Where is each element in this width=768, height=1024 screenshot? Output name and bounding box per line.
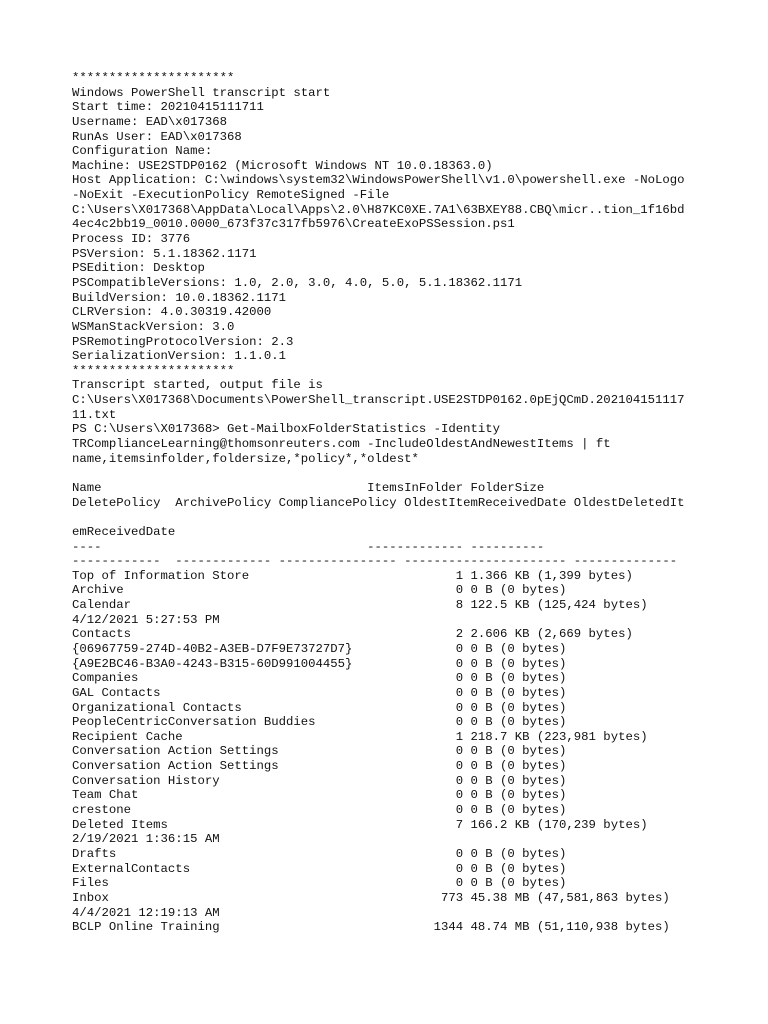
transcript-line: Name ItemsInFolder FolderSize: [72, 480, 545, 495]
transcript-line: Contacts 2 2.606 KB (2,669 bytes): [72, 627, 633, 642]
transcript-line: {06967759-274D-40B2-A3EB-D7F9E73727D7} 0 0 B (0 bytes): [72, 641, 567, 656]
transcript-line: Calendar 8 122.5 KB (125,424 bytes): [72, 598, 648, 613]
transcript-line: BuildVersion: 10.0.18362.1171: [72, 290, 287, 305]
transcript-line: C:\Users\X017368\AppData\Local\Apps\2.0\H87KC0XE.7A1\63BXEY88.CBQ\micr..tion_1f16bd: [72, 202, 685, 217]
transcript-line: PSRemotingProtocolVersion: 2.3: [72, 334, 294, 349]
transcript-line: BCLP Online Training 1344 48.74 MB (51,110,938 bytes): [72, 920, 670, 935]
transcript-line: {A9E2BC46-B3A0-4243-B315-60D991004455} 0 0 B (0 bytes): [72, 656, 567, 671]
transcript-line: crestone 0 0 B (0 bytes): [72, 803, 567, 818]
transcript-line: ---- ------------- ----------: [72, 539, 545, 554]
transcript-line: PeopleCentricConversation Buddies 0 0 B (0 bytes): [72, 715, 567, 730]
transcript-line: [72, 510, 762, 525]
transcript-line: Configuration Name:: [72, 144, 213, 159]
transcript-line: Archive 0 0 B (0 bytes): [72, 583, 567, 598]
transcript-line: Files 0 0 B (0 bytes): [72, 876, 567, 891]
transcript-line: PS C:\Users\X017368> Get-MailboxFolderStatistics -Identity: [72, 422, 501, 437]
transcript-line: Username: EAD\x017368: [72, 114, 227, 129]
transcript-line: **********************: [72, 71, 235, 85]
transcript-line: -NoExit -ExecutionPolicy RemoteSigned -File: [72, 188, 390, 203]
transcript-line: Transcript started, output file is: [72, 378, 323, 393]
transcript-line: Machine: USE2STDP0162 (Microsoft Windows NT 10.0.18363.0): [72, 158, 493, 173]
transcript-line: CLRVersion: 4.0.30319.42000: [72, 305, 272, 320]
transcript-line: Host Application: C:\windows\system32\WindowsPowerShell\v1.0\powershell.exe -NoLogo: [72, 173, 685, 188]
transcript-line: 4/4/2021 12:19:13 AM: [72, 905, 220, 920]
transcript-line: 4ec4c2bb19_0010.0000_673f37c317fb5976\CreateExoPSSession.ps1: [72, 217, 515, 232]
transcript-line: PSVersion: 5.1.18362.1171: [72, 246, 257, 261]
transcript-line: **********************: [72, 363, 235, 378]
transcript-line: SerializationVersion: 1.1.0.1: [72, 349, 287, 364]
transcript-line: Organizational Contacts 0 0 B (0 bytes): [72, 700, 567, 715]
transcript-line: RunAs User: EAD\x017368: [72, 129, 242, 144]
transcript-line: 11.txt: [72, 407, 117, 422]
transcript-line: [72, 466, 762, 481]
transcript-line: PSCompatibleVersions: 1.0, 2.0, 3.0, 4.0, 5.0, 5.1.18362.1171: [72, 275, 523, 290]
transcript-line: name,itemsinfolder,foldersize,*policy*,*oldest*: [72, 451, 419, 466]
transcript-line: Conversation Action Settings 0 0 B (0 bytes): [72, 759, 567, 774]
transcript-line: C:\Users\X017368\Documents\PowerShell_transcript.USE2STDP0162.0pEjQCmD.202104151117: [72, 393, 685, 408]
transcript-line: ------------ ------------- ---------------- ---------------------- --------------: [72, 554, 678, 569]
transcript-line: GAL Contacts 0 0 B (0 bytes): [72, 685, 567, 700]
transcript-line: Process ID: 3776: [72, 232, 191, 247]
transcript-line: Team Chat 0 0 B (0 bytes): [72, 788, 567, 803]
transcript-line: Conversation History 0 0 B (0 bytes): [72, 773, 567, 788]
transcript-line: WSManStackVersion: 3.0: [72, 319, 235, 334]
transcript-line: 2/19/2021 1:36:15 AM: [72, 832, 220, 847]
transcript-page: [72, 71, 762, 935]
transcript-line: ExternalContacts 0 0 B (0 bytes): [72, 861, 567, 876]
transcript-line: Recipient Cache 1 218.7 KB (223,981 bytes): [72, 729, 648, 744]
transcript-line: TRComplianceLearning@thomsonreuters.com -IncludeOldestAndNewestItems | ft: [72, 437, 611, 452]
transcript-line: emReceivedDate: [72, 524, 176, 539]
transcript-line: 4/12/2021 5:27:53 PM: [72, 612, 220, 627]
transcript-line: Deleted Items 7 166.2 KB (170,239 bytes): [72, 817, 648, 832]
transcript-line: Drafts 0 0 B (0 bytes): [72, 846, 567, 861]
transcript-line: PSEdition: Desktop: [72, 261, 205, 276]
transcript-line: Start time: 20210415111711: [72, 100, 264, 115]
transcript-line: Windows PowerShell transcript start: [72, 85, 331, 100]
transcript-line: Companies 0 0 B (0 bytes): [72, 671, 567, 686]
transcript-line: Conversation Action Settings 0 0 B (0 bytes): [72, 744, 567, 759]
transcript-line: DeletePolicy ArchivePolicy CompliancePolicy OldestItemReceivedDate OldestDeletedIt: [72, 495, 685, 510]
transcript-line: Inbox 773 45.38 MB (47,581,863 bytes): [72, 890, 670, 905]
transcript-line: Top of Information Store 1 1.366 KB (1,399 bytes): [72, 568, 633, 583]
